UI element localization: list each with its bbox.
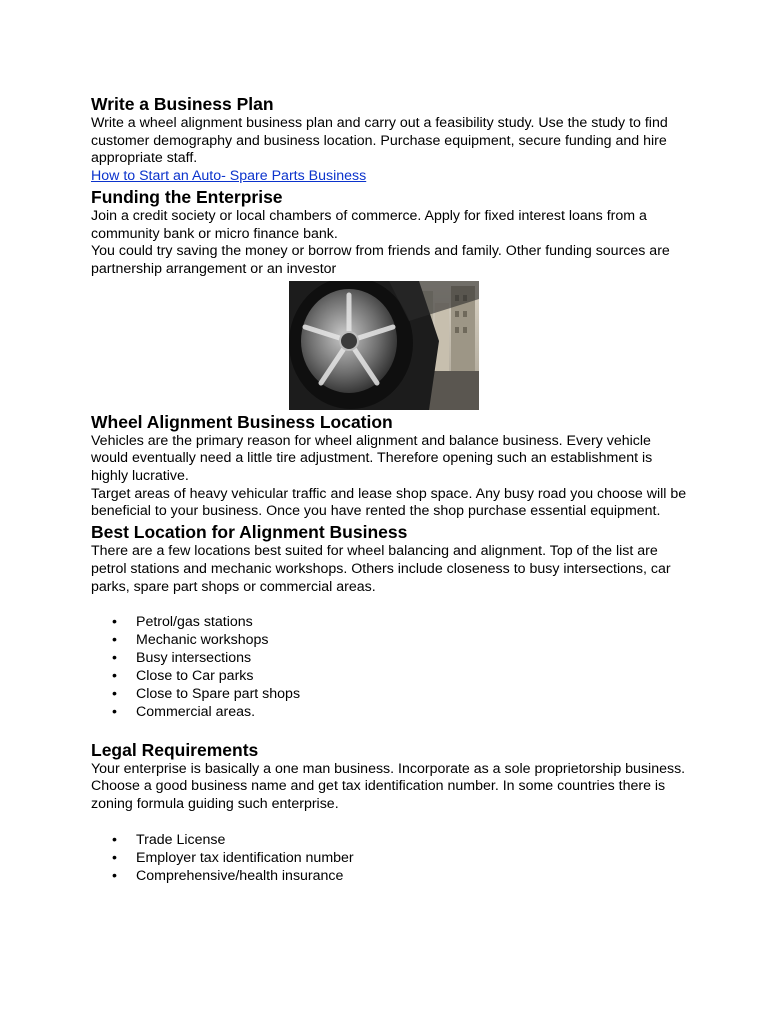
list-item: • Close to Car parks [91, 668, 691, 686]
spacer [91, 596, 691, 614]
document-content [91, 93, 691, 886]
paragraph-funding-2: You could try saving the money or borrow from friends and family. Other funding sources are partnership arrangement or an investor [91, 243, 670, 277]
list-item: • Comprehensive/health insurance [91, 868, 691, 886]
list-item: • Trade License [91, 832, 691, 850]
heading-funding: Funding the Enterprise [91, 186, 283, 207]
list-item: • Commercial areas. [91, 704, 691, 722]
spacer [91, 722, 691, 739]
heading-legal-requirements: Legal Requirements [91, 739, 259, 760]
wheel-photo [289, 281, 479, 410]
spacer [91, 814, 691, 832]
paragraph-legal-1: Your enterprise is basically a one man business. Incorporate as a sole proprietorship business. [91, 760, 686, 777]
paragraph-business-plan: Write a wheel alignment business plan and carry out a feasibility study. Use the study to find customer demography and business location. Purchase equipment, secure funding and hire appropriate staff. [91, 115, 668, 167]
legal-list [91, 832, 691, 886]
paragraph-funding-1: Join a credit society or local chambers of commerce. Apply for fixed interest loans from a community bank or micro finance bank. [91, 207, 647, 242]
paragraph-best-location: There are a few locations best suited for wheel balancing and alignment. Top of the list are petrol stations and mechanic workshops. Others include closeness to busy intersections, car parks, spare part shops or commercial areas. [91, 543, 671, 595]
link-auto-spare-parts[interactable]: How to Start an Auto- Spare Parts Business [91, 168, 367, 185]
paragraph-location-2: Target areas of heavy vehicular traffic and lease shop space. Any busy road you choose will be beneficial to your business. Once you have rented the shop purchase essential equipment. [91, 485, 687, 520]
heading-write-business-plan: Write a Business Plan [91, 94, 274, 114]
best-location-list [91, 614, 691, 721]
heading-business-location: Wheel Alignment Business Location [91, 411, 393, 432]
list-item: • Mechanic workshops [91, 632, 691, 650]
paragraph-location-1: Vehicles are the primary reason for wheel alignment and balance business. Every vehicle would eventually need a little tire adjustment. Therefore opening such an establishment is highly lucrative. [91, 432, 653, 485]
list-item: • Petrol/gas stations [91, 614, 691, 632]
paragraph-legal-2: Choose a good business name and get tax identification number. In some countries there is zoning formula guiding such enterprise. [91, 778, 666, 813]
heading-best-location: Best Location for Alignment Business [91, 522, 408, 543]
list-item: • Close to Spare part shops [91, 686, 691, 704]
list-item: • Employer tax identification number [91, 850, 691, 868]
list-item: • Busy intersections [91, 650, 691, 668]
